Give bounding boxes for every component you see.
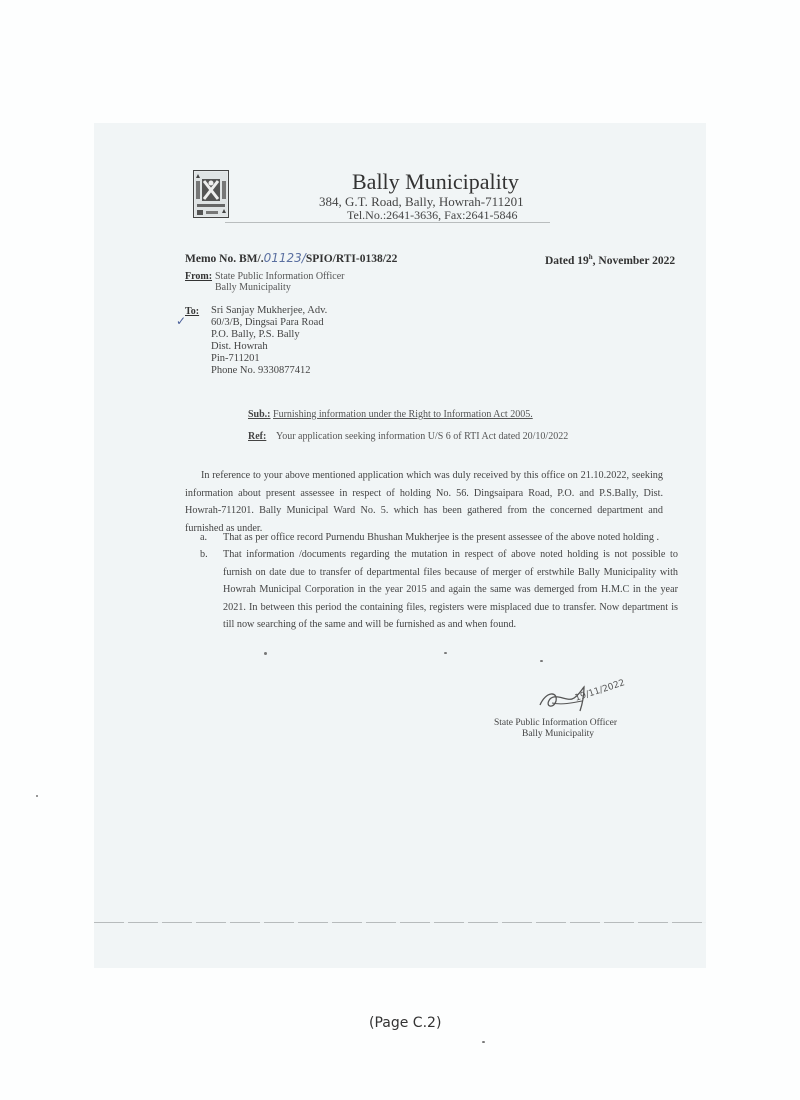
from-line: State Public Information Officer — [215, 271, 345, 282]
memo-suffix: SPIO/RTI-0138/22 — [305, 253, 398, 265]
to-line: P.O. Bally, P.S. Bally — [211, 329, 300, 340]
to-line: Pin-711201 — [211, 353, 260, 364]
subject-text: Furnishing information under the Right to Information Act 2005. — [273, 409, 533, 420]
list-marker: a. — [200, 532, 208, 543]
to-line: Sri Sanjay Mukherjee, Adv. — [211, 305, 328, 316]
body-paragraph — [185, 467, 663, 537]
list-item-text: That information /documents regarding the mutation in respect of above noted holding is not possible to furnish on date due to transfer of departmental files because of merger of erstwhile Bally Municipality with Howrah Municipal Corporation in the year 2015 and again the same was demerged from H.M.C in the year 2021. In between this period the containing files, registers were misplaced due to transfer. Now department is till now searching of the same and will be furnished as and when found. — [223, 549, 678, 630]
signatory-designation: State Public Information Officer — [494, 718, 618, 728]
reference-label: Ref: — [248, 431, 267, 442]
from-line: Bally Municipality — [215, 282, 291, 293]
handwritten-tick-mark: ✓ — [176, 314, 187, 328]
to-line: Dist. Howrah — [211, 341, 268, 352]
reference-text: Your application seeking information U/S 6 of RTI Act dated 20/10/2022 — [275, 431, 569, 442]
signature-handwritten-date: 19/11/2022 — [573, 678, 627, 704]
subject-label: Sub.: — [248, 409, 271, 420]
municipality-logo — [193, 170, 229, 218]
scan-speck — [444, 652, 447, 654]
to-line: 60/3/B, Dingsai Para Road — [211, 317, 324, 328]
page-label: (Page C.2) — [369, 1015, 442, 1031]
organization-contact: Tel.No.:2641-3636, Fax:2641-5846 — [347, 208, 518, 222]
signatory-organization: Bally Municipality — [522, 729, 595, 739]
memo-slash: / — [301, 251, 306, 265]
scan-speck — [540, 660, 543, 662]
paper-fold-line — [94, 922, 706, 923]
to-label: To: — [185, 306, 200, 317]
body-paragraph-text: In reference to your above mentioned application which was duly received by this office on 21.10.2022, seeking information about present assessee in respect of holding No. 56. Dingsaipara Road, P.O. and P.S.Bally, Dist. Howrah-711201. Bally Municipal Ward No. 5. which has been gathered from the concerned department and furnished as under. — [185, 470, 663, 534]
reference-line — [248, 431, 568, 442]
date-prefix: Dated 19 — [545, 254, 589, 267]
memo-number — [185, 251, 397, 265]
list-item-text: That as per office record Purnendu Bhushan Mukherjee is the present assessee of the above noted holding . — [223, 532, 660, 543]
handwritten-signature — [532, 683, 642, 719]
letterhead-rule — [225, 222, 550, 223]
date-suffix: , November 2022 — [592, 254, 676, 267]
to-line: Phone No. 9330877412 — [211, 365, 311, 376]
memo-date — [545, 253, 675, 267]
list-marker: b. — [200, 549, 208, 560]
scan-speck — [36, 795, 38, 797]
date-superscript: h — [588, 253, 593, 261]
scan-speck — [482, 1041, 485, 1043]
memo-handwritten-number: 01123 — [263, 251, 302, 265]
organization-address: 384, G.T. Road, Bally, Howrah-711201 — [319, 194, 524, 209]
organization-title: Bally Municipality — [352, 169, 519, 194]
scan-speck — [264, 652, 267, 655]
emblem-icon — [194, 171, 228, 217]
from-label: From: — [185, 271, 213, 282]
memo-prefix: Memo No. BM/. — [185, 253, 264, 265]
subject-line — [248, 409, 533, 420]
